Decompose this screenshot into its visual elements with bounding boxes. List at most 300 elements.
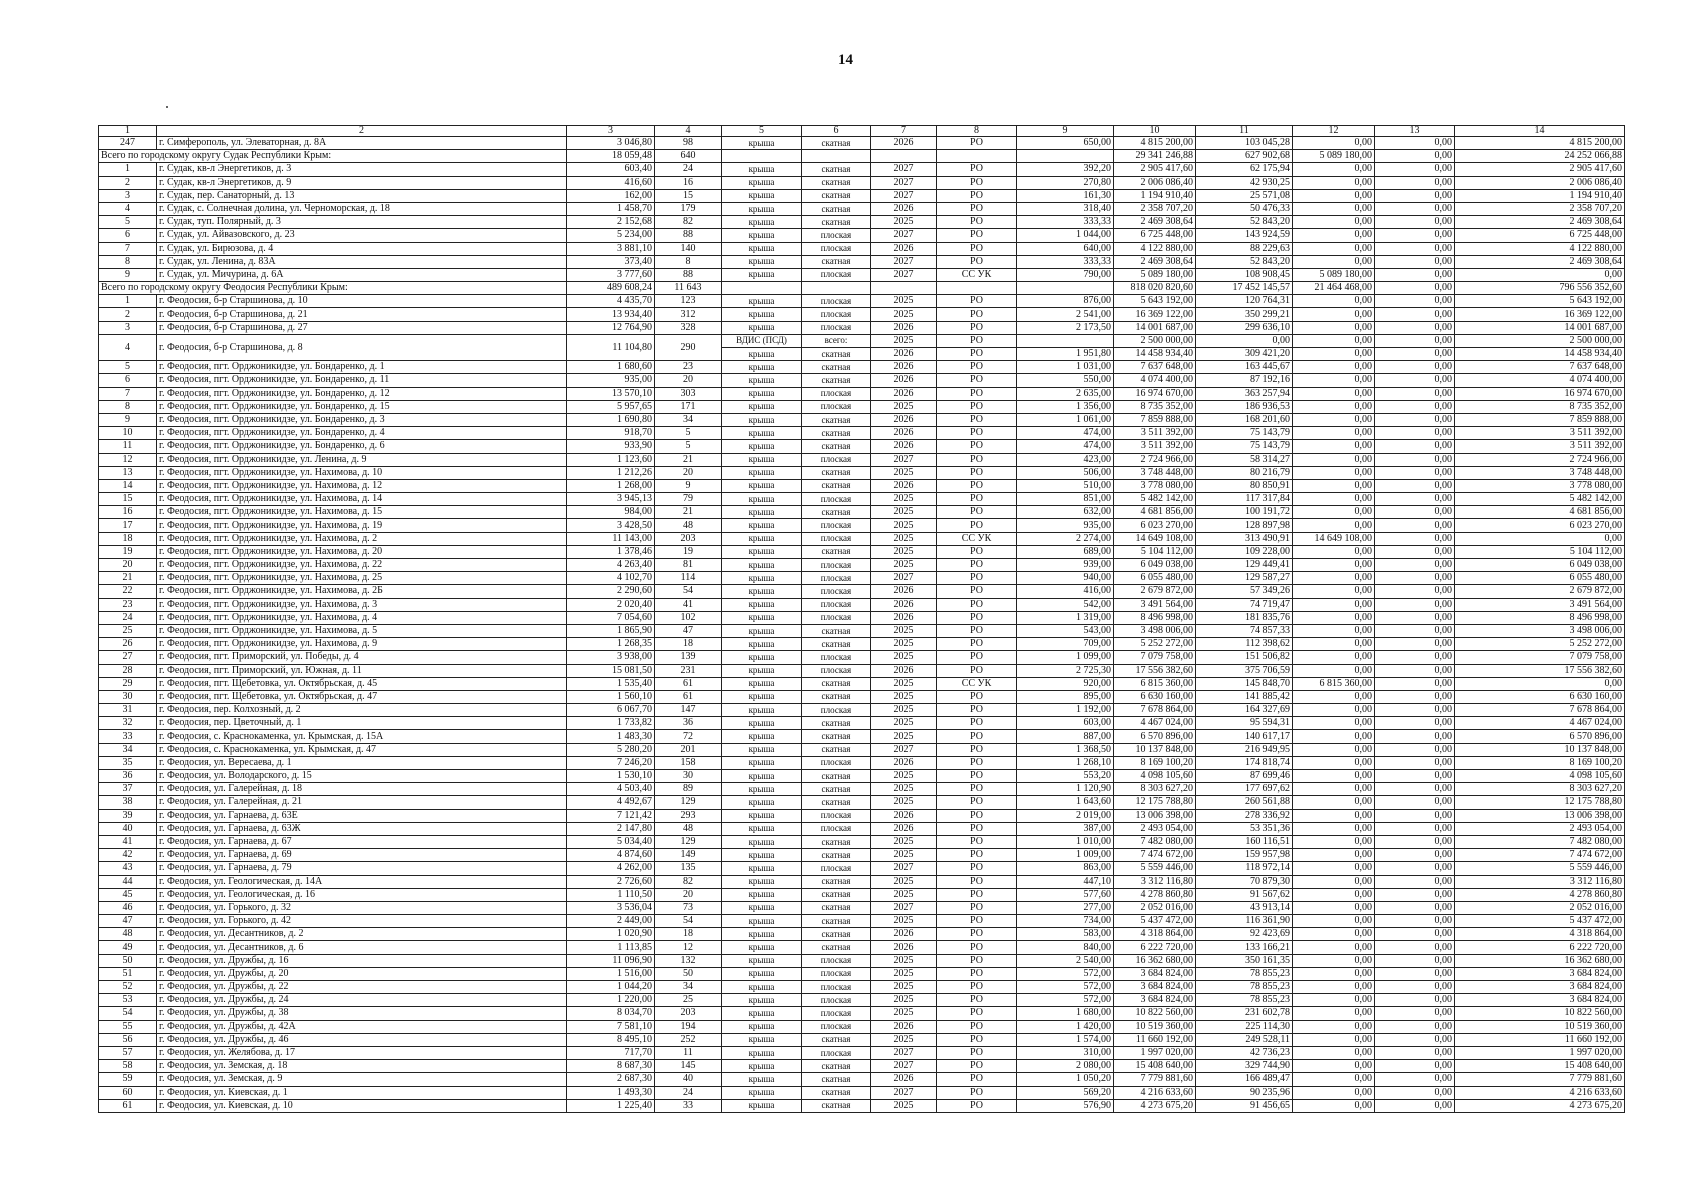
table-cell: 7 474 672,00 bbox=[1455, 849, 1625, 862]
table-cell: СС УК bbox=[937, 677, 1017, 690]
table-cell: 91 456,65 bbox=[1196, 1099, 1293, 1112]
table-cell: 1 061,00 bbox=[1017, 413, 1114, 426]
table-cell: крыша bbox=[722, 1046, 802, 1059]
table-cell: 0,00 bbox=[1375, 743, 1455, 756]
table-cell: 0,00 bbox=[1293, 427, 1375, 440]
table-cell: г. Феодосия, ул. Галерейная, д. 21 bbox=[157, 796, 567, 809]
table-cell: РО bbox=[937, 559, 1017, 572]
table-cell: 4 467 024,00 bbox=[1455, 717, 1625, 730]
table-cell: 3 511 392,00 bbox=[1455, 427, 1625, 440]
table-cell: 1 530,10 bbox=[567, 770, 655, 783]
table-cell: крыша bbox=[722, 361, 802, 374]
table-cell: 1 680,00 bbox=[1017, 1007, 1114, 1020]
table-cell: РО bbox=[937, 994, 1017, 1007]
table-cell: 3 bbox=[99, 321, 157, 334]
table-cell: 0,00 bbox=[1293, 242, 1375, 255]
table-cell: 506,00 bbox=[1017, 466, 1114, 479]
district-total-row bbox=[99, 282, 1625, 295]
table-cell: 2025 bbox=[871, 690, 937, 703]
table-cell: 0,00 bbox=[1375, 690, 1455, 703]
table-cell: 0,00 bbox=[1293, 1086, 1375, 1099]
table-cell: РО bbox=[937, 295, 1017, 308]
table-cell: 0,00 bbox=[1293, 941, 1375, 954]
table-cell: г. Феодосия, ул. Желябова, д. 17 bbox=[157, 1046, 567, 1059]
table-cell: 260 561,88 bbox=[1196, 796, 1293, 809]
table-cell: плоская bbox=[802, 822, 871, 835]
table-cell: крыша bbox=[722, 453, 802, 466]
table-cell: 179 bbox=[655, 202, 722, 215]
table-row bbox=[99, 493, 1625, 506]
table-cell: 7 246,20 bbox=[567, 756, 655, 769]
table-cell: 166 489,47 bbox=[1196, 1073, 1293, 1086]
table-cell: 7 637 648,00 bbox=[1114, 361, 1196, 374]
table-cell: 2 006 086,40 bbox=[1455, 176, 1625, 189]
table-cell: плоская bbox=[802, 400, 871, 413]
table-cell: 5 bbox=[655, 440, 722, 453]
table-cell: 2025 bbox=[871, 559, 937, 572]
table-cell: 6 bbox=[99, 374, 157, 387]
table-cell: 2 725,30 bbox=[1017, 664, 1114, 677]
table-cell: 52 843,20 bbox=[1196, 216, 1293, 229]
table-cell: крыша bbox=[722, 651, 802, 664]
table-cell: 24 bbox=[655, 163, 722, 176]
table-cell: 58 314,27 bbox=[1196, 453, 1293, 466]
column-number: 13 bbox=[1375, 126, 1455, 137]
table-cell: 290 bbox=[655, 334, 722, 360]
table-cell: г. Феодосия, пгт. Орджоникидзе, ул. Нахимова, д. 10 bbox=[157, 466, 567, 479]
table-cell: 2027 bbox=[871, 1046, 937, 1059]
table-cell: 2 bbox=[99, 176, 157, 189]
table-cell: г. Судак, ул. Мичурина, д. 6А bbox=[157, 268, 567, 281]
table-cell: крыша bbox=[722, 374, 802, 387]
table-cell: 0,00 bbox=[1293, 796, 1375, 809]
table-cell: 0,00 bbox=[1375, 928, 1455, 941]
table-cell: 0,00 bbox=[1293, 638, 1375, 651]
table-cell: РО bbox=[937, 981, 1017, 994]
table-cell: 2 147,80 bbox=[567, 822, 655, 835]
table-cell: 12 175 788,80 bbox=[1114, 796, 1196, 809]
table-cell: 21 464 468,00 bbox=[1293, 282, 1375, 295]
table-cell: крыша bbox=[722, 730, 802, 743]
table-cell: крыша bbox=[722, 981, 802, 994]
table-cell: 54 bbox=[655, 585, 722, 598]
table-cell: 2 469 308,64 bbox=[1455, 255, 1625, 268]
table-cell: 80 216,79 bbox=[1196, 466, 1293, 479]
table-cell: 34 bbox=[99, 743, 157, 756]
table-cell: крыша bbox=[722, 1060, 802, 1073]
table-cell: 4 278 860,80 bbox=[1455, 888, 1625, 901]
table-cell: 4 874,60 bbox=[567, 849, 655, 862]
table-cell: 174 818,74 bbox=[1196, 756, 1293, 769]
table-cell: 293 bbox=[655, 809, 722, 822]
table-cell: 0,00 bbox=[1293, 334, 1375, 347]
column-number: 12 bbox=[1293, 126, 1375, 137]
table-cell: г. Феодосия, ул. Горького, д. 32 bbox=[157, 901, 567, 914]
table-cell: 7 482 080,00 bbox=[1455, 835, 1625, 848]
table-cell: 2026 bbox=[871, 664, 937, 677]
table-cell: г. Судак, ул. Ленина, д. 83А bbox=[157, 255, 567, 268]
table-cell: 318,40 bbox=[1017, 202, 1114, 215]
table-cell: 109 228,00 bbox=[1196, 545, 1293, 558]
table-cell: 46 bbox=[99, 901, 157, 914]
table-cell: 129 449,41 bbox=[1196, 559, 1293, 572]
district-total-label: Всего по городскому округу Судак Республики Крым: bbox=[99, 150, 567, 163]
table-cell: 2025 bbox=[871, 954, 937, 967]
table-cell: 350 299,21 bbox=[1196, 308, 1293, 321]
table-cell: 918,70 bbox=[567, 427, 655, 440]
table-cell: 8 735 352,00 bbox=[1114, 400, 1196, 413]
table-cell bbox=[722, 282, 802, 295]
table-cell: г. Феодосия, ул. Володарского, д. 15 bbox=[157, 770, 567, 783]
table-cell: 16 974 670,00 bbox=[1114, 387, 1196, 400]
table-cell: 2026 bbox=[871, 137, 937, 150]
table-row bbox=[99, 717, 1625, 730]
table-cell: 57 bbox=[99, 1046, 157, 1059]
table-cell: РО bbox=[937, 400, 1017, 413]
table-cell: 2027 bbox=[871, 862, 937, 875]
table-cell: 11 bbox=[99, 440, 157, 453]
table-cell: скатная bbox=[802, 427, 871, 440]
table-row bbox=[99, 413, 1625, 426]
table-cell: 171 bbox=[655, 400, 722, 413]
table-cell: РО bbox=[937, 638, 1017, 651]
table-cell: 2025 bbox=[871, 704, 937, 717]
table-cell: 90 235,96 bbox=[1196, 1086, 1293, 1099]
table-cell: 0,00 bbox=[1293, 255, 1375, 268]
table-cell: 2025 bbox=[871, 1007, 937, 1020]
table-cell: 363 257,94 bbox=[1196, 387, 1293, 400]
table-cell: 0,00 bbox=[1293, 400, 1375, 413]
table-cell: 0,00 bbox=[1375, 466, 1455, 479]
table-cell: 0,00 bbox=[1293, 717, 1375, 730]
table-cell: 0,00 bbox=[1375, 664, 1455, 677]
table-cell: 1 516,00 bbox=[567, 967, 655, 980]
table-cell: 8 bbox=[655, 255, 722, 268]
table-cell: 3 684 824,00 bbox=[1455, 967, 1625, 980]
table-cell: 10 822 560,00 bbox=[1114, 1007, 1196, 1020]
table-cell: 3 684 824,00 bbox=[1455, 981, 1625, 994]
table-cell: 4 273 675,20 bbox=[1114, 1099, 1196, 1112]
table-cell: 0,00 bbox=[1293, 137, 1375, 150]
table-cell: 2025 bbox=[871, 783, 937, 796]
table-cell: 8 bbox=[99, 255, 157, 268]
table-row bbox=[99, 901, 1625, 914]
table-cell: 7 859 888,00 bbox=[1455, 413, 1625, 426]
table-cell: плоская bbox=[802, 242, 871, 255]
scan-speck bbox=[166, 106, 168, 108]
table-cell: 75 143,79 bbox=[1196, 440, 1293, 453]
table-cell: РО bbox=[937, 1073, 1017, 1086]
table-cell: 1 997 020,00 bbox=[1455, 1046, 1625, 1059]
table-cell: 940,00 bbox=[1017, 572, 1114, 585]
table-cell: 40 bbox=[655, 1073, 722, 1086]
table-cell: 1 194 910,40 bbox=[1455, 189, 1625, 202]
table-cell: РО bbox=[937, 202, 1017, 215]
table-cell: 3 428,50 bbox=[567, 519, 655, 532]
table-cell: 3 498 006,00 bbox=[1455, 624, 1625, 637]
table-cell: 572,00 bbox=[1017, 981, 1114, 994]
table-cell: 2025 bbox=[871, 677, 937, 690]
table-cell: 54 bbox=[99, 1007, 157, 1020]
table-cell: 40 bbox=[99, 822, 157, 835]
table-cell: крыша bbox=[722, 137, 802, 150]
table-cell: 4 074 400,00 bbox=[1455, 374, 1625, 387]
table-cell: 3 945,13 bbox=[567, 493, 655, 506]
table-cell: 1 951,80 bbox=[1017, 348, 1114, 361]
table-cell: скатная bbox=[802, 413, 871, 426]
table-cell: РО bbox=[937, 545, 1017, 558]
table-cell bbox=[937, 150, 1017, 163]
table-cell: РО bbox=[937, 954, 1017, 967]
table-cell: 818 020 820,60 bbox=[1114, 282, 1196, 295]
table-cell: 6 725 448,00 bbox=[1455, 229, 1625, 242]
table-cell: 0,00 bbox=[1293, 453, 1375, 466]
table-cell: 0,00 bbox=[1375, 479, 1455, 492]
table-cell: скатная bbox=[802, 1073, 871, 1086]
table-cell: 0,00 bbox=[1293, 506, 1375, 519]
table-cell: плоская bbox=[802, 519, 871, 532]
table-cell: крыша bbox=[722, 1007, 802, 1020]
table-row bbox=[99, 427, 1625, 440]
table-cell: 0,00 bbox=[1293, 809, 1375, 822]
table-cell: 2025 bbox=[871, 915, 937, 928]
table-cell: 0,00 bbox=[1293, 189, 1375, 202]
table-cell: 20 bbox=[99, 559, 157, 572]
table-cell: г. Феодосия, ул. Дружбы, д. 22 bbox=[157, 981, 567, 994]
table-cell: 2025 bbox=[871, 967, 937, 980]
table-cell: 270,80 bbox=[1017, 176, 1114, 189]
table-cell: РО bbox=[937, 783, 1017, 796]
table-cell: крыша bbox=[722, 466, 802, 479]
table-cell: крыша bbox=[722, 598, 802, 611]
table-cell: крыша bbox=[722, 479, 802, 492]
table-row bbox=[99, 967, 1625, 980]
table-cell: 3 748 448,00 bbox=[1114, 466, 1196, 479]
table-row bbox=[99, 941, 1625, 954]
table-cell: 2025 bbox=[871, 638, 937, 651]
table-cell: плоская bbox=[802, 862, 871, 875]
table-cell: РО bbox=[937, 1033, 1017, 1046]
table-cell: 0,00 bbox=[1375, 532, 1455, 545]
table-cell: 145 bbox=[655, 1060, 722, 1073]
table-cell: 6 630 160,00 bbox=[1114, 690, 1196, 703]
table-cell: РО bbox=[937, 875, 1017, 888]
table-cell: скатная bbox=[802, 717, 871, 730]
table-cell: 510,00 bbox=[1017, 479, 1114, 492]
table-cell: 577,60 bbox=[1017, 888, 1114, 901]
table-cell: крыша bbox=[722, 493, 802, 506]
table-cell: 50 bbox=[99, 954, 157, 967]
table-cell: 181 835,76 bbox=[1196, 611, 1293, 624]
table-row bbox=[99, 216, 1625, 229]
table-cell: скатная bbox=[802, 479, 871, 492]
table-cell: 0,00 bbox=[1293, 572, 1375, 585]
table-cell: 55 bbox=[99, 1020, 157, 1033]
table-cell: 6 055 480,00 bbox=[1455, 572, 1625, 585]
table-cell: 11 143,00 bbox=[567, 532, 655, 545]
table-cell: 3 bbox=[99, 189, 157, 202]
table-cell: 0,00 bbox=[1293, 743, 1375, 756]
table-cell: 2027 bbox=[871, 189, 937, 202]
table-cell: крыша bbox=[722, 559, 802, 572]
table-cell: г. Судак, кв-л Энергетиков, д. 3 bbox=[157, 163, 567, 176]
table-cell: г. Феодосия, пгт. Приморский, ул. Южная, д. 11 bbox=[157, 664, 567, 677]
table-row bbox=[99, 466, 1625, 479]
table-cell: 0,00 bbox=[1375, 862, 1455, 875]
table-cell: г. Феодосия, пгт. Орджоникидзе, ул. Бондаренко, д. 12 bbox=[157, 387, 567, 400]
table-cell: скатная bbox=[802, 770, 871, 783]
table-cell: 116 361,90 bbox=[1196, 915, 1293, 928]
table-cell: 32 bbox=[99, 717, 157, 730]
table-cell: 13 934,40 bbox=[567, 308, 655, 321]
table-cell: 23 bbox=[655, 361, 722, 374]
table-cell: 141 885,42 bbox=[1196, 690, 1293, 703]
table-cell: крыша bbox=[722, 519, 802, 532]
table-cell: 303 bbox=[655, 387, 722, 400]
table-cell: 4 681 856,00 bbox=[1114, 506, 1196, 519]
table-cell: 2 469 308,64 bbox=[1114, 216, 1196, 229]
table-cell: 30 bbox=[655, 770, 722, 783]
table-cell: 2027 bbox=[871, 268, 937, 281]
table-cell: 0,00 bbox=[1375, 888, 1455, 901]
table-cell: РО bbox=[937, 427, 1017, 440]
table-cell: 416,60 bbox=[567, 176, 655, 189]
table-cell bbox=[722, 150, 802, 163]
table-cell: 2025 bbox=[871, 532, 937, 545]
table-cell: 0,00 bbox=[1375, 1086, 1455, 1099]
table-cell: 0,00 bbox=[1293, 770, 1375, 783]
table-cell: 201 bbox=[655, 743, 722, 756]
table-cell: 2025 bbox=[871, 994, 937, 1007]
table-row bbox=[99, 176, 1625, 189]
table-cell: 0,00 bbox=[1293, 1073, 1375, 1086]
table-cell: 5 559 446,00 bbox=[1114, 862, 1196, 875]
table-cell: 0,00 bbox=[1375, 268, 1455, 281]
table-cell: 16 974 670,00 bbox=[1455, 387, 1625, 400]
table-cell: 0,00 bbox=[1293, 690, 1375, 703]
table-cell: 0,00 bbox=[1293, 466, 1375, 479]
table-cell: 14 458 934,40 bbox=[1114, 348, 1196, 361]
table-cell: 2 540,00 bbox=[1017, 954, 1114, 967]
table-cell: 328 bbox=[655, 321, 722, 334]
table-cell: 1 031,00 bbox=[1017, 361, 1114, 374]
table-cell: 5 089 180,00 bbox=[1114, 268, 1196, 281]
column-number: 4 bbox=[655, 126, 722, 137]
table-cell: крыша bbox=[722, 308, 802, 321]
table-cell: 717,70 bbox=[567, 1046, 655, 1059]
table-cell: плоская bbox=[802, 532, 871, 545]
table-cell: 0,00 bbox=[1375, 1099, 1455, 1112]
table-cell: 0,00 bbox=[1375, 1046, 1455, 1059]
table-cell: 2025 bbox=[871, 849, 937, 862]
table-cell: 6 570 896,00 bbox=[1455, 730, 1625, 743]
table-cell: 416,00 bbox=[1017, 585, 1114, 598]
table-cell: 0,00 bbox=[1375, 202, 1455, 215]
table-cell: 0,00 bbox=[1375, 321, 1455, 334]
table-row bbox=[99, 598, 1625, 611]
table-cell: 0,00 bbox=[1293, 545, 1375, 558]
table-cell bbox=[871, 282, 937, 295]
table-cell: г. Феодосия, ул. Геологическая, д. 16 bbox=[157, 888, 567, 901]
table-cell: 278 336,92 bbox=[1196, 809, 1293, 822]
table-cell: 5 643 192,00 bbox=[1114, 295, 1196, 308]
table-cell: 81 bbox=[655, 559, 722, 572]
table-cell: 38 bbox=[99, 796, 157, 809]
table-cell: 1 192,00 bbox=[1017, 704, 1114, 717]
table-cell: г. Феодосия, б-р Старшинова, д. 27 bbox=[157, 321, 567, 334]
table-cell: 2027 bbox=[871, 163, 937, 176]
table-cell: крыша bbox=[722, 770, 802, 783]
table-cell: 375 706,59 bbox=[1196, 664, 1293, 677]
table-cell: РО bbox=[937, 413, 1017, 426]
table-cell: 8 169 100,20 bbox=[1455, 756, 1625, 769]
table-cell: г. Феодосия, пгт. Орджоникидзе, ул. Нахимова, д. 2Б bbox=[157, 585, 567, 598]
table-cell: 1 212,26 bbox=[567, 466, 655, 479]
table-cell: скатная bbox=[802, 730, 871, 743]
table-cell: 3 511 392,00 bbox=[1455, 440, 1625, 453]
table-cell: 0,00 bbox=[1293, 1033, 1375, 1046]
table-cell: всего: bbox=[802, 334, 871, 347]
table-cell: крыша bbox=[722, 717, 802, 730]
table-cell: 1 bbox=[99, 163, 157, 176]
table-cell: крыша bbox=[722, 1099, 802, 1112]
table-cell: 252 bbox=[655, 1033, 722, 1046]
table-cell: 8 495,10 bbox=[567, 1033, 655, 1046]
table-cell: 1 560,10 bbox=[567, 690, 655, 703]
table-cell: 4 bbox=[99, 202, 157, 215]
table-cell: 0,00 bbox=[1375, 770, 1455, 783]
table-cell: 0,00 bbox=[1375, 981, 1455, 994]
table-cell: РО bbox=[937, 493, 1017, 506]
table-cell: 14 bbox=[99, 479, 157, 492]
table-cell: 61 bbox=[99, 1099, 157, 1112]
column-number: 7 bbox=[871, 126, 937, 137]
table-cell: 132 bbox=[655, 954, 722, 967]
table-cell: 100 191,72 bbox=[1196, 506, 1293, 519]
table-cell: 2 173,50 bbox=[1017, 321, 1114, 334]
table-cell: 387,00 bbox=[1017, 822, 1114, 835]
table-cell: 145 848,70 bbox=[1196, 677, 1293, 690]
table-cell: 7 859 888,00 bbox=[1114, 413, 1196, 426]
table-cell: 62 175,94 bbox=[1196, 163, 1293, 176]
table-cell: 3 536,04 bbox=[567, 901, 655, 914]
table-cell: 2026 bbox=[871, 374, 937, 387]
table-cell: 632,00 bbox=[1017, 506, 1114, 519]
table-row bbox=[99, 756, 1625, 769]
table-cell: 3 777,60 bbox=[567, 268, 655, 281]
table-cell: 2 020,40 bbox=[567, 598, 655, 611]
table-cell: 2 052 016,00 bbox=[1114, 901, 1196, 914]
table-cell: 0,00 bbox=[1293, 361, 1375, 374]
table-cell: 5 bbox=[99, 216, 157, 229]
table-cell: плоская bbox=[802, 756, 871, 769]
table-cell: 20 bbox=[655, 374, 722, 387]
table-cell: 933,90 bbox=[567, 440, 655, 453]
table-cell: 147 bbox=[655, 704, 722, 717]
table-cell: 1 044,20 bbox=[567, 981, 655, 994]
table-cell: крыша bbox=[722, 506, 802, 519]
table-cell: СС УК bbox=[937, 268, 1017, 281]
table-cell: 161,30 bbox=[1017, 189, 1114, 202]
table-cell: 2026 bbox=[871, 361, 937, 374]
table-cell: 88 229,63 bbox=[1196, 242, 1293, 255]
table-cell: 5 252 272,00 bbox=[1455, 638, 1625, 651]
table-cell: 0,00 bbox=[1455, 268, 1625, 281]
table-row bbox=[99, 704, 1625, 717]
table-cell: 42 736,23 bbox=[1196, 1046, 1293, 1059]
table-cell: 2 bbox=[99, 308, 157, 321]
table-cell: 1 268,00 bbox=[567, 479, 655, 492]
